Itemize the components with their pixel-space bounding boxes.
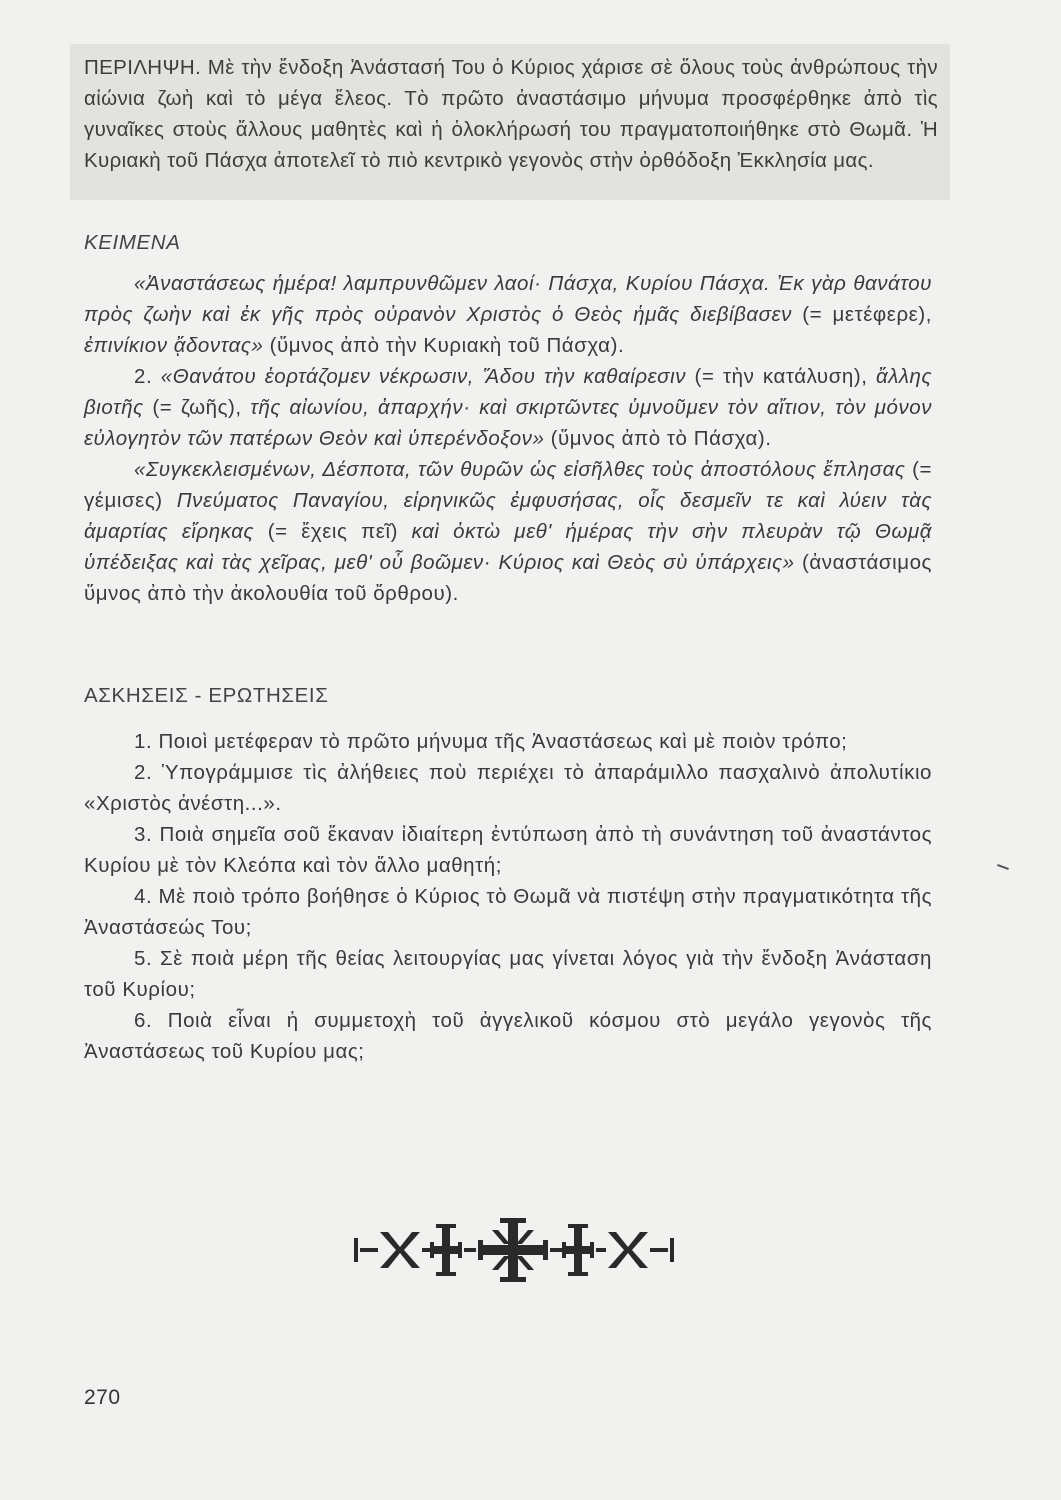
- exercises-heading: ΑΣΚΗΣΕΙΣ - ΕΡΩΤΗΣΕΙΣ: [84, 684, 329, 707]
- question-4: 4. Μὲ ποιὸ τρόπο βοήθησε ὁ Κύριος τὸ Θωμᾶ νὰ πιστέψη στὴν πραγματικότητα τῆς Ἀναστάσεώς Του;: [84, 885, 932, 939]
- text-item-2-hymn-cont: ἄλλης βιοτῆς: [84, 365, 932, 419]
- question-2: 2. Ὑπογράμμισε τὶς ἀλήθειες ποὺ περιέχει τὸ ἀπαράμιλλο πασχαλινὸ ἀπολυτίκιο «Χριστὸς ἀνέστη...».: [84, 761, 932, 815]
- text-item-3-gloss-2: (= ἔχεις πεῖ): [254, 520, 412, 543]
- text-item-2: [84, 361, 932, 454]
- text-item-1-source: (ὕμνος ἀπὸ τὴν Κυριακὴ τοῦ Πάσχα).: [263, 334, 625, 357]
- question-5: 5. Σὲ ποιὰ μέρη τῆς θείας λειτουργίας μας γίνεται λόγος γιὰ τὴν ἔνδοξη Ἀνάσταση τοῦ Κυρίου;: [84, 947, 932, 1001]
- text-item-3-hymn-cont: Πνεύματος Παναγίου, εἰρηνικῶς ἐμφυσήσας, οἷς δεσμεῖν τε καὶ λύειν τὰς ἁμαρτίας εἴρηκας: [84, 489, 932, 543]
- text-item-1-gloss: (= μετέφερε),: [791, 303, 932, 326]
- text-item-2-gloss-2: (= ζωῆς),: [143, 396, 251, 419]
- text-item-1: [84, 268, 932, 361]
- page-number: 270: [84, 1386, 121, 1409]
- text-item-3-source: (ἀναστάσιμος ὕμνος ἀπὸ τὴν ἀκολουθία τοῦ ὄρθρου).: [84, 551, 932, 605]
- text-item-3: [84, 454, 932, 609]
- text-item-3-hymn-end: καὶ ὀκτὼ μεθ' ἡμέρας τὴν σὴν πλευρὰν τῷ Θωμᾷ ὑπέδειξας καὶ τὰς χεῖρας, μεθ' οὗ βοῶμεν· Κύριος καὶ Θεὸς σὺ ὑπάρχεις»: [84, 520, 933, 574]
- text-item-2-hymn: «Θανάτου ἑορτάζομεν νέκρωσιν, Ἅδου τὴν καθαίρεσιν: [160, 365, 686, 388]
- summary-box: [70, 44, 950, 200]
- text-item-3-hymn: «Συγκεκλεισμένων, Δέσποτα, τῶν θυρῶν ὡς εἰσῆλθες τοὺς ἀποστόλους ἔπλησας: [134, 458, 906, 481]
- text-item-2-number: 2.: [134, 365, 161, 388]
- cross-ornament-icon: [352, 1218, 682, 1282]
- question-1: 1. Ποιοὶ μετέφεραν τὸ πρῶτο μήνυμα τῆς Ἀναστάσεως καὶ μὲ ποιὸν τρόπο;: [134, 730, 848, 753]
- text-item-1-hymn-cont: ἐπινίκιον ᾄδοντας»: [84, 334, 264, 357]
- edge-mark: [997, 864, 1009, 870]
- text-item-2-hymn-end: τῆς αἰωνίου, ἀπαρχήν· καὶ σκιρτῶντες ὑμνοῦμεν τὸν αἴτιον, τὸν μόνον εὐλογητὸν τῶν πατέρων Θεὸν καὶ ὑπερένδοξον»: [84, 396, 932, 450]
- summary-text: ΠΕΡΙΛΗΨΗ. Μὲ τὴν ἔνδοξη Ἀνάστασή Του ὁ Κύριος χάρισε σὲ ὅλους τοὺς ἀνθρώπους τὴν αἰώνια ζωὴ καὶ τὸ μέγα ἔλεος. Τὸ πρῶτο ἀναστάσιμο μήνυμα προσφέρθηκε ἀπὸ τὶς γυναῖκες στοὺς ἄλλους μαθητὲς καὶ ἡ ὁλοκλήρωσή του πραγματοποιήθηκε στὸ Θωμᾶ. Ἡ Κυριακὴ τοῦ Πάσχα ἀποτελεῖ τὸ πιὸ κεντρικὸ γεγονὸς στὴν ὀρθόδοξη Ἐκκλησία μας.: [84, 56, 938, 172]
- texts-section: [84, 268, 932, 609]
- text-item-2-gloss: (= τὴν κατάλυση),: [686, 365, 877, 388]
- question-3: 3. Ποιὰ σημεῖα σοῦ ἔκαναν ἰδιαίτερη ἐντύπωση ἀπὸ τὴ συνάντηση τοῦ ἀναστάντος Κυρίου μὲ τὸν Κλεόπα καὶ τὸν ἄλλο μαθητή;: [84, 823, 932, 877]
- text-item-1-hymn: «Ἀναστάσεως ἡμέρα! λαμπρυνθῶμεν λαοί· Πάσχα, Κυρίου Πάσχα. Ἐκ γὰρ θανάτου πρὸς ζωὴν καὶ ἐκ γῆς πρὸς οὐρανὸν Χριστὸς ὁ Θεὸς ἡμᾶς διεβίβασεν: [84, 272, 932, 326]
- question-6: 6. Ποιὰ εἶναι ἡ συμμετοχὴ τοῦ ἀγγελικοῦ κόσμου στὸ μεγάλο γεγονὸς τῆς Ἀναστάσεως τοῦ Κυρίου μας;: [84, 1009, 932, 1063]
- texts-heading: ΚΕΙΜΕΝΑ: [84, 231, 181, 254]
- text-item-3-gloss: (= γέμισες): [84, 458, 932, 512]
- exercises-list: [84, 726, 932, 1067]
- text-item-2-source: (ὕμνος ἀπὸ τὸ Πάσχα).: [544, 427, 772, 450]
